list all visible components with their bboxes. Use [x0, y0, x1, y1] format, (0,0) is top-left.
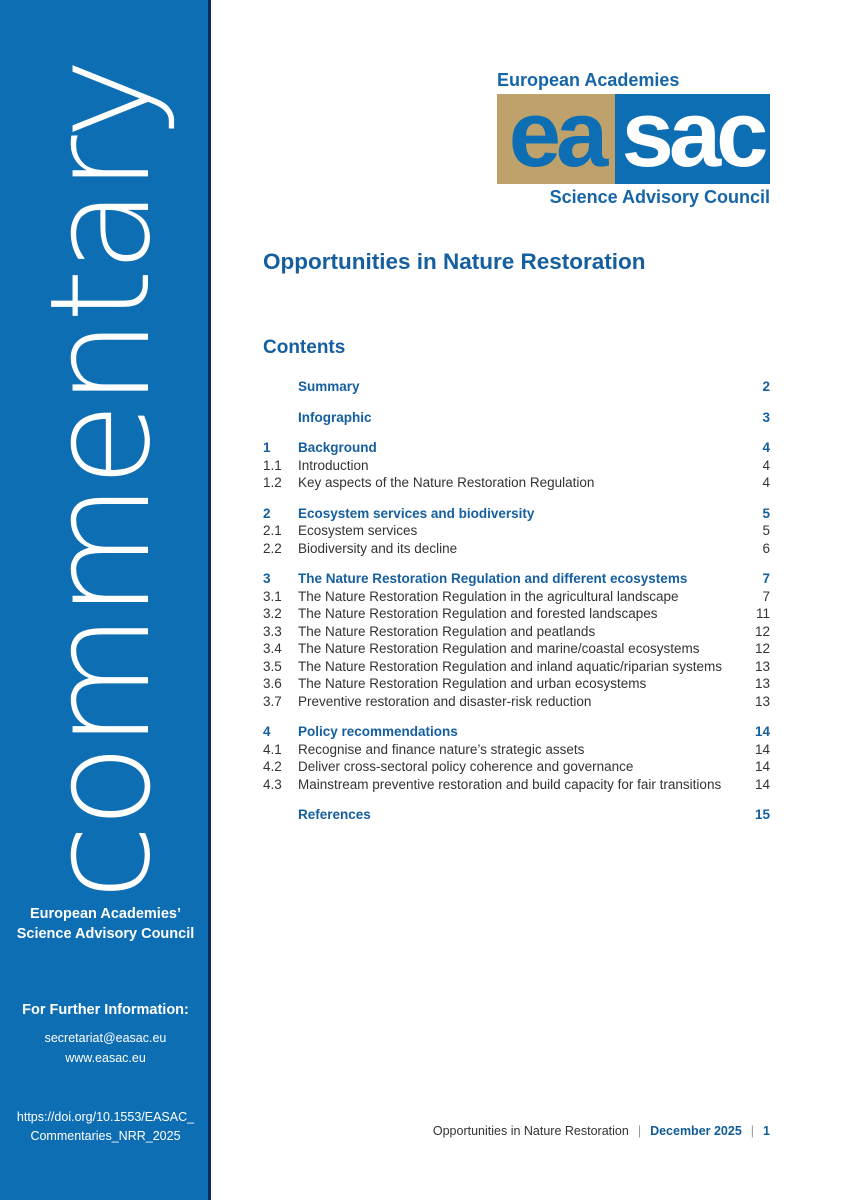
commentary-vertical-label: commentary — [20, 61, 181, 901]
toc-entry-page: 7 — [762, 571, 770, 586]
toc-entry-number: 4.1 — [263, 741, 282, 757]
toc-entry-number: 3.5 — [263, 658, 282, 674]
logo-sac-box: sac — [615, 94, 770, 184]
contact-email-link[interactable]: secretariat@easac.eu — [44, 1031, 167, 1045]
toc-entry[interactable] — [263, 758, 770, 776]
toc-entry[interactable] — [263, 457, 770, 475]
doi-line2: Commentaries_NRR_2025 — [30, 1129, 181, 1143]
toc-entry-label: References — [298, 807, 371, 822]
toc-entry-number: 4 — [263, 724, 271, 739]
logo-boxes — [497, 81, 770, 186]
toc-entry-label: The Nature Restoration Regulation and marine/coastal ecosystems — [298, 641, 700, 656]
toc-entry-label: Deliver cross-sectoral policy coherence and governance — [298, 759, 634, 774]
toc-entry-label: Infographic — [298, 409, 372, 425]
logo-top-text: European Academies — [497, 70, 680, 90]
footer-separator: | — [750, 1124, 755, 1138]
toc-entry-page: 14 — [754, 776, 770, 792]
toc-entry[interactable] — [263, 588, 770, 606]
toc-entry-number: 3.4 — [263, 641, 282, 656]
toc-entry-number: 4.2 — [263, 759, 282, 774]
toc-entry-label: Biodiversity and its decline — [298, 540, 458, 556]
toc-entry[interactable] — [263, 378, 770, 396]
toc-entry-label: Ecosystem services — [298, 523, 418, 538]
toc-entry-number: 3.3 — [263, 623, 282, 639]
logo-ea-box: ea — [497, 94, 615, 184]
page-content — [263, 0, 770, 1200]
toc-entry[interactable] — [263, 623, 770, 641]
toc-entry-number: 2.2 — [263, 540, 282, 556]
toc-entry[interactable] — [263, 570, 770, 588]
org-name-line1: European Academies’ — [30, 906, 181, 922]
doi-line1: https://doi.org/10.1553/EASAC_ — [16, 1110, 195, 1124]
toc-entry[interactable] — [263, 776, 770, 794]
toc-entry[interactable] — [263, 505, 770, 523]
toc-entry-page: 14 — [754, 741, 770, 757]
toc-entry-label: The Nature Restoration Regulation in the agricultural landscape — [298, 588, 679, 604]
toc-entry[interactable] — [263, 640, 770, 658]
toc-entry-page: 2 — [762, 379, 770, 394]
toc-entry[interactable] — [263, 741, 770, 759]
org-name-line2: Science Advisory Council — [16, 925, 195, 942]
toc-entry-number — [263, 378, 298, 396]
toc-entry-number: 2 — [263, 505, 271, 521]
toc-entry[interactable] — [263, 675, 770, 693]
toc-entry-page: 4 — [762, 440, 770, 455]
easac-logo — [497, 70, 770, 208]
toc-entry-page: 11 — [755, 606, 770, 621]
website-link[interactable]: www.easac.eu — [65, 1051, 146, 1065]
toc-entry-label: The Nature Restoration Regulation and different ecosystems — [298, 571, 688, 586]
toc-entry[interactable] — [263, 723, 770, 741]
toc-entry-number: 3.6 — [263, 676, 282, 691]
toc-entry-number: 2.1 — [263, 523, 282, 538]
toc-entry-page: 14 — [754, 759, 770, 774]
toc-entry[interactable] — [263, 806, 770, 824]
further-info-label: For Further Information: — [22, 1002, 189, 1018]
toc-entry-label: Summary — [298, 379, 360, 394]
toc-entry-page: 3 — [762, 409, 770, 425]
toc-entry-number: 4.3 — [263, 776, 282, 792]
footer-separator: | — [637, 1124, 642, 1138]
toc-entry-page: 15 — [754, 807, 770, 822]
contents-heading: Contents — [263, 337, 346, 358]
toc-entry-number — [263, 409, 298, 427]
toc-entry-label: The Nature Restoration Regulation and forested landscapes — [298, 606, 658, 621]
toc-entry[interactable] — [263, 693, 770, 711]
toc-entry-page: 4 — [762, 475, 770, 490]
doi-link[interactable] — [0, 1108, 211, 1146]
toc-entry-page: 12 — [754, 623, 770, 639]
toc-entry-label: The Nature Restoration Regulation and peatlands — [298, 623, 596, 639]
toc-entry-number: 1 — [263, 440, 271, 455]
toc-entry-label: Key aspects of the Nature Restoration Regulation — [298, 475, 595, 490]
toc-entry[interactable] — [263, 658, 770, 676]
toc-entry[interactable] — [263, 409, 770, 427]
toc-entry-number: 3.1 — [263, 588, 282, 604]
toc-entry-number — [263, 806, 298, 824]
toc-entry-label: Ecosystem services and biodiversity — [298, 505, 535, 521]
toc-entry-page: 14 — [754, 724, 770, 739]
toc-entry-label: Introduction — [298, 457, 369, 473]
toc-entry[interactable] — [263, 439, 770, 457]
toc-entry-label: Preventive restoration and disaster-risk reduction — [298, 693, 592, 709]
sidebar-org-name — [0, 905, 211, 944]
footer-date: December 2025 — [650, 1124, 742, 1138]
footer-doc-title: Opportunities in Nature Restoration — [432, 1124, 629, 1138]
toc-entry-page: 5 — [762, 505, 770, 521]
toc-entry[interactable] — [263, 474, 770, 492]
toc-entry-label: The Nature Restoration Regulation and inland aquatic/riparian systems — [298, 658, 722, 674]
toc-entry-label: Policy recommendations — [298, 724, 458, 739]
toc-entry-number: 3.7 — [263, 693, 282, 709]
toc-entry-number: 3.2 — [263, 606, 282, 621]
toc-entry-page: 4 — [762, 457, 770, 473]
toc-entry-label: Background — [298, 440, 377, 455]
toc-entry-page: 12 — [754, 641, 770, 656]
toc-entry-label: The Nature Restoration Regulation and urban ecosystems — [298, 676, 647, 691]
toc-entry-number: 1.1 — [263, 457, 282, 473]
toc-entry-number: 1.2 — [263, 475, 282, 490]
contents-list — [263, 378, 770, 824]
toc-entry-label: Recognise and finance nature’s strategic assets — [298, 741, 585, 757]
toc-entry[interactable] — [263, 605, 770, 623]
toc-entry[interactable] — [263, 540, 770, 558]
toc-entry[interactable] — [263, 522, 770, 540]
toc-entry-page: 13 — [754, 693, 770, 709]
page-title: Opportunities in Nature Restoration — [263, 249, 646, 274]
toc-entry-page: 13 — [754, 658, 770, 674]
toc-entry-label: Mainstream preventive restoration and build capacity for fair transitions — [298, 776, 722, 792]
sidebar — [0, 0, 211, 1200]
toc-entry-page: 5 — [762, 523, 770, 538]
page-footer — [433, 1124, 770, 1138]
logo-bottom-text: Science Advisory Council — [549, 187, 770, 207]
toc-entry-number: 3 — [263, 571, 271, 586]
footer-page-number: 1 — [763, 1124, 770, 1138]
toc-entry-page: 6 — [762, 540, 770, 556]
toc-entry-page: 7 — [762, 588, 770, 604]
toc-entry-page: 13 — [754, 676, 770, 691]
